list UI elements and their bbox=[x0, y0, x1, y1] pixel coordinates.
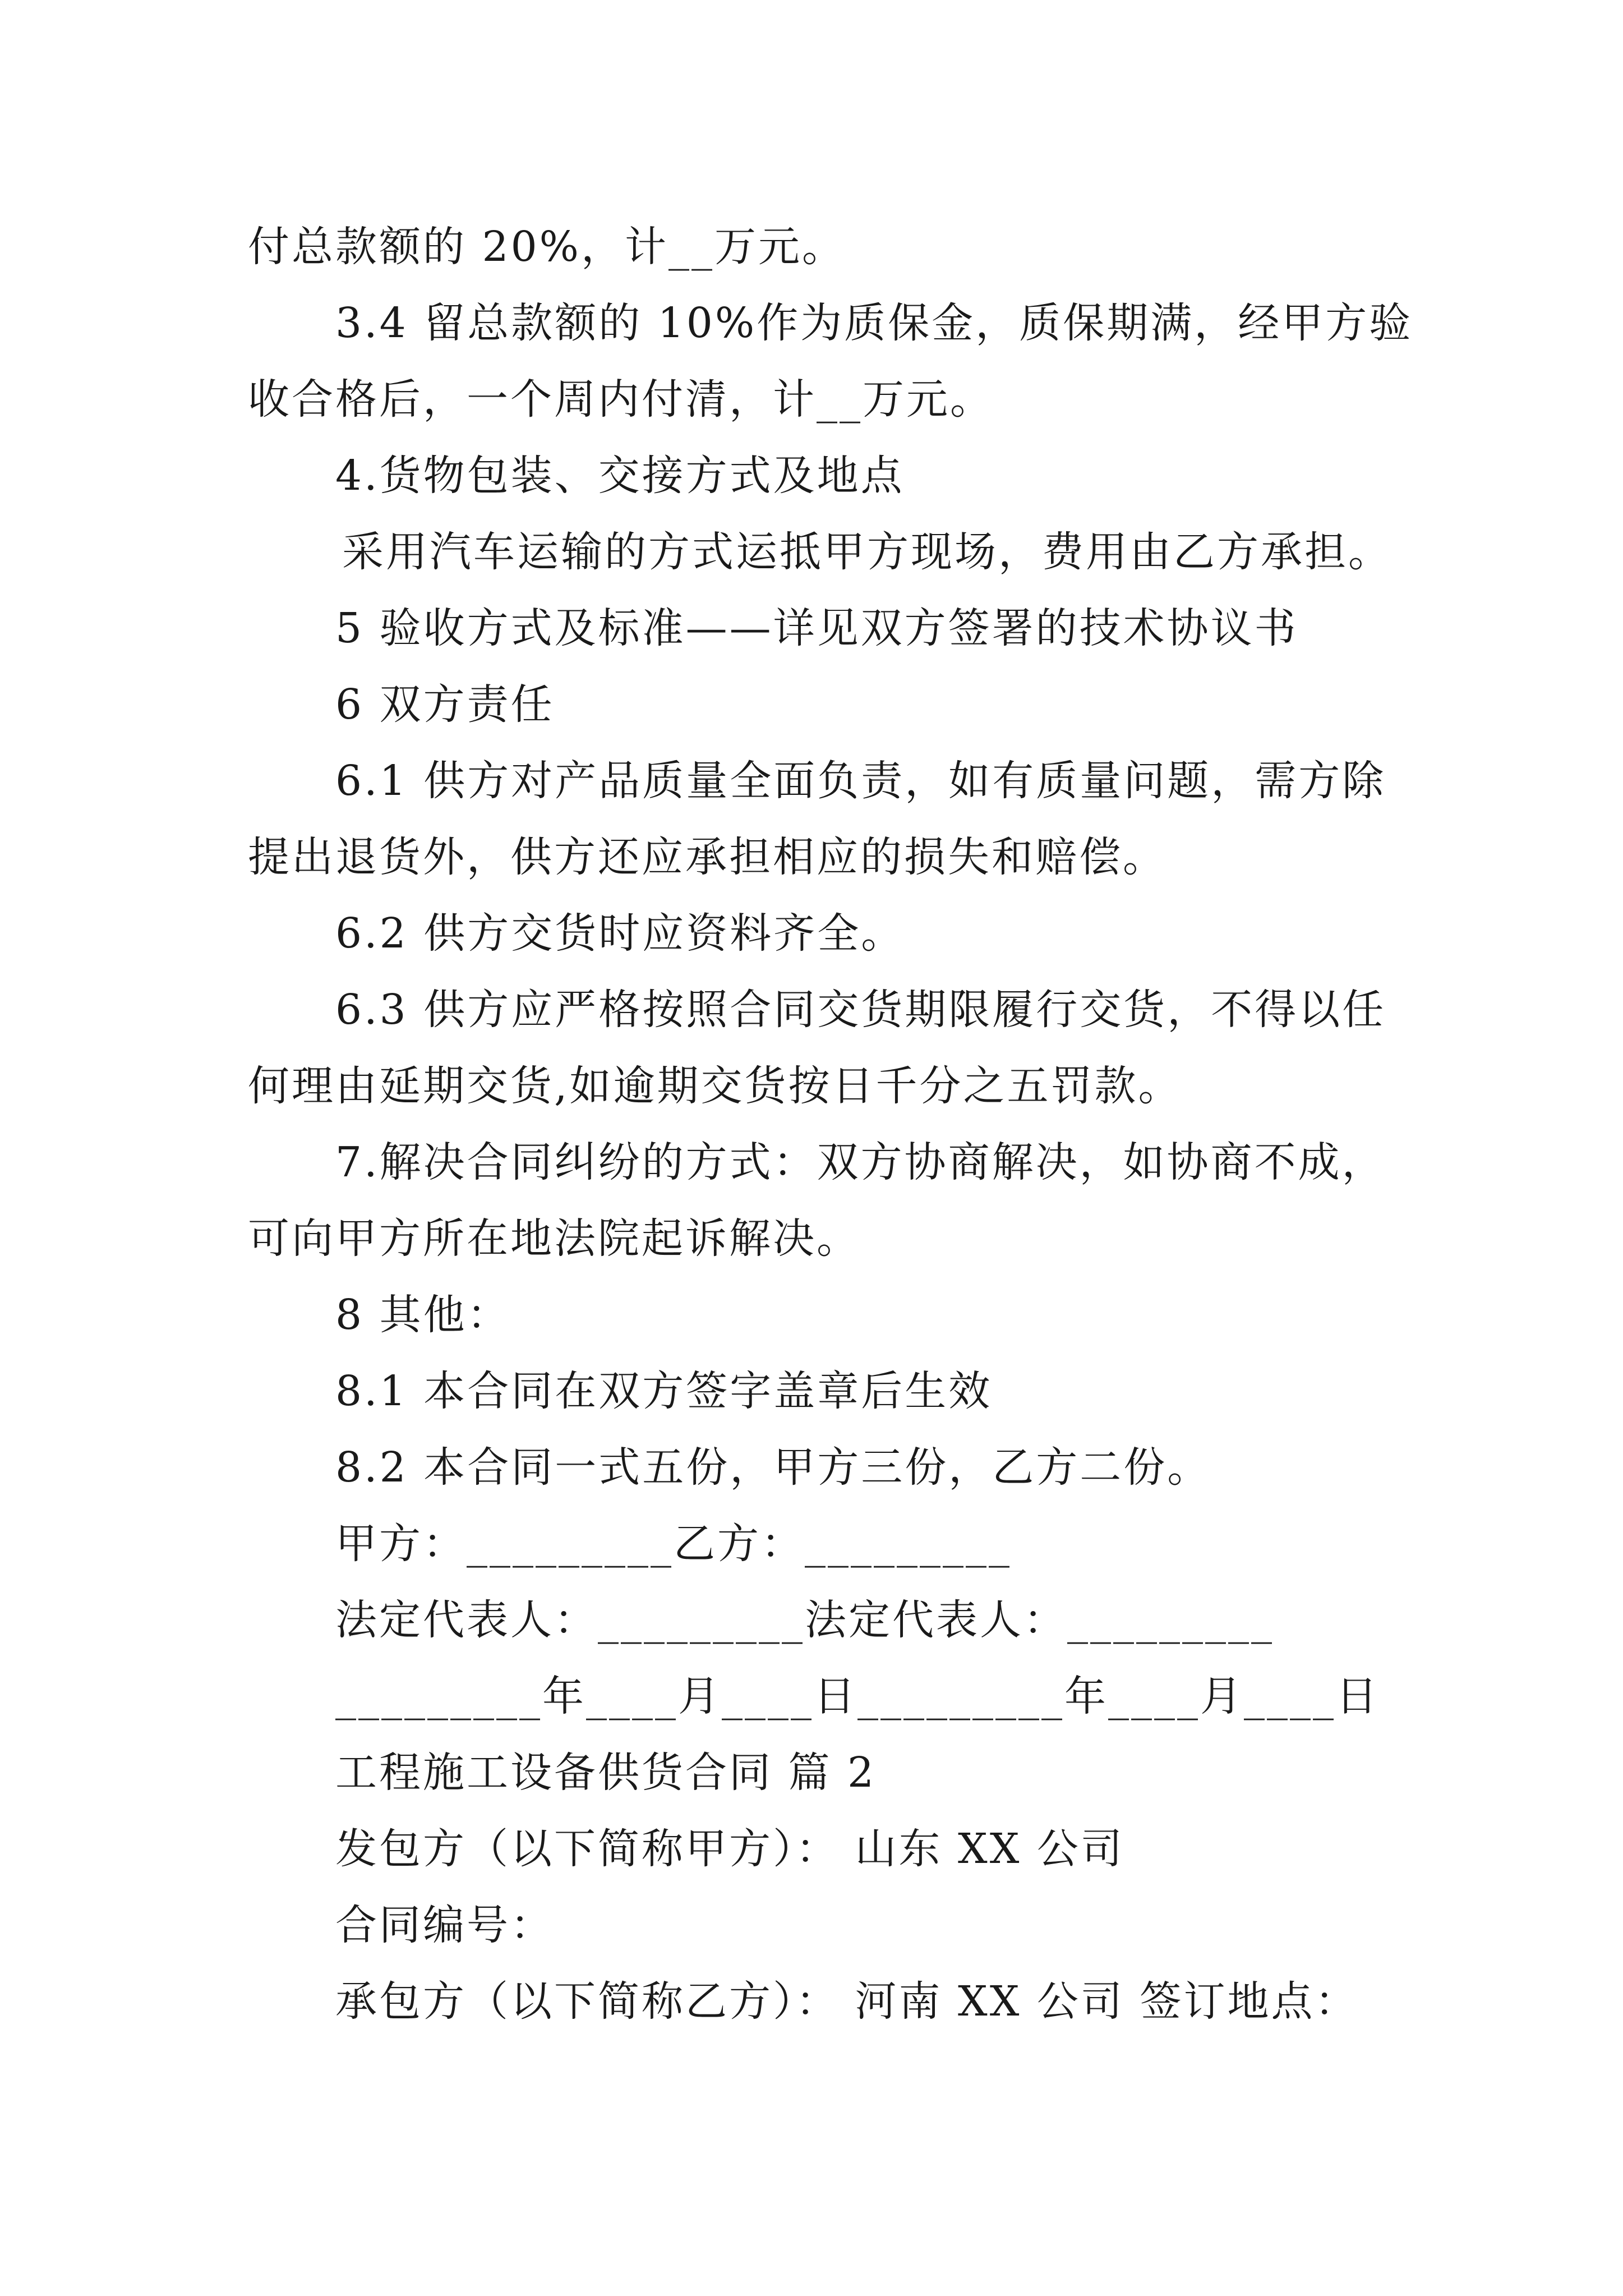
text-line-5: 采用汽车运输的方式运抵甲方现场，费用由乙方承担。 bbox=[342, 528, 1392, 576]
text-line-3: 收合格后，一个周内付清，计__万元。 bbox=[248, 375, 994, 424]
text-line-16: 8.1 本合同在双方签字盖章后生效 bbox=[335, 1367, 993, 1415]
text-line-14: 可向甲方所在地法院起诉解决。 bbox=[248, 1214, 860, 1263]
text-line-2: 3.4 留总款额的 10%作为质保金，质保期满，经甲方验 bbox=[335, 299, 1413, 347]
text-line-10: 6.2 供方交货时应资料齐全。 bbox=[335, 909, 905, 958]
text-line-7: 6 双方责任 bbox=[335, 680, 555, 729]
text-line-9: 提出退货外，供方还应承担相应的损失和赔偿。 bbox=[248, 833, 1166, 881]
text-line-22: 发包方（以下简称甲方）： 山东 XX 公司 bbox=[335, 1825, 1124, 1873]
text-line-6: 5 验收方式及标准——详见双方签署的技术协议书 bbox=[335, 604, 1298, 652]
signature-line-representatives: 法定代表人：_________法定代表人：_________ bbox=[335, 1596, 1274, 1644]
text-line-24: 承包方（以下简称乙方）： 河南 XX 公司 签订地点： bbox=[335, 1977, 1359, 2026]
text-line-8: 6.1 供方对产品质量全面负责，如有质量问题，需方除 bbox=[335, 757, 1386, 805]
text-line-12: 何理由延期交货,如逾期交货按日千分之五罚款。 bbox=[248, 1062, 1182, 1110]
signature-line-parties: 甲方：_________乙方：_________ bbox=[335, 1520, 1012, 1568]
text-line-23: 合同编号： bbox=[335, 1901, 554, 1949]
text-line-11: 6.3 供方应严格按照合同交货期限履行交货，不得以任 bbox=[335, 986, 1386, 1034]
text-line-4: 4.货物包装、交接方式及地点 bbox=[335, 452, 905, 500]
text-line-17: 8.2 本合同一式五份，甲方三份，乙方二份。 bbox=[335, 1443, 1211, 1492]
signature-line-dates: _________年____月____日_________年____月____日 bbox=[335, 1672, 1380, 1720]
section-heading: 工程施工设备供货合同 篇 2 bbox=[335, 1749, 877, 1797]
text-line-1: 付总款额的 20%，计__万元。 bbox=[248, 223, 846, 271]
text-line-15: 8 其他： bbox=[335, 1291, 511, 1339]
text-line-13: 7.解决合同纠纷的方式：双方协商解决，如协商不成， bbox=[335, 1138, 1386, 1186]
